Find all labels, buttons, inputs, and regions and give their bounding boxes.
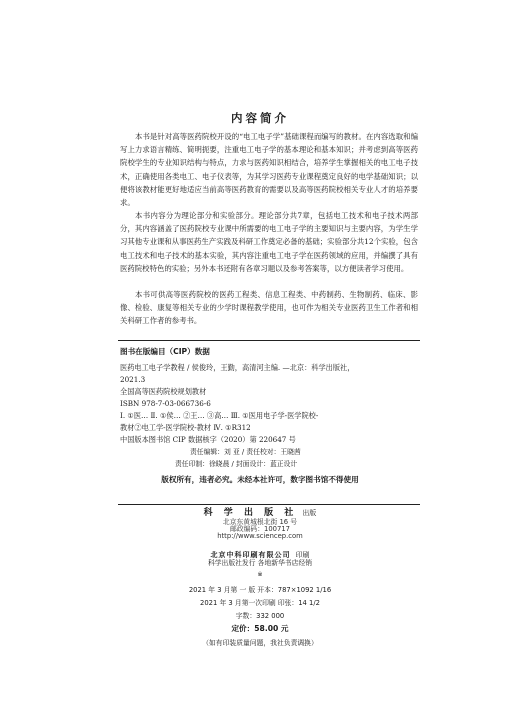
- cip-line-3: 全国高等医药院校规划教材: [120, 387, 207, 396]
- staff-line-1: 责任编辑：刘 亚 / 责任校对：王晓茜: [190, 448, 301, 456]
- publisher-logo: 科 学 出 版 社: [203, 508, 298, 518]
- intro-paragraph-1: 本书是针对高等医药院校开设的“电工电子学”基础课程而编写的教材。在内容选取和编写上力求语言精练、简明扼要，注重电工电子学的基本理论和基本知识；并考虑到高等医药院校学生的专业知识结构与特点，力求与医药知识相结合，培养学生掌握相关的电工电子技术，正确使用各类电工、电子仪表等，为其学习医药专业课程奠定良好的电学基础知识；以便将该教材能更好地适应当前高等医药教育的需要以及高等医药院校相关专业人才的培养要求。: [120, 132, 418, 208]
- printer-suffix: 印刷: [295, 551, 310, 559]
- distribution-line: 科学出版社发行 各地新华书店经销: [207, 559, 313, 567]
- cip-line-5: Ⅰ. ①医… Ⅱ. ①侯… ②王… ③高… Ⅲ. ①医用电子学-医学院校-: [120, 411, 319, 420]
- word-count: 字数：332 000: [235, 612, 285, 620]
- publisher-website: http://www.sciencep.com: [217, 532, 303, 540]
- page-title: 内容简介: [231, 111, 289, 125]
- publisher-address: 北京东黄城根北街 16 号: [222, 518, 298, 526]
- printer-name: 北京中科印刷有限公司: [210, 550, 291, 559]
- price: 定价：58.00 元: [231, 624, 289, 633]
- edition-line-2: 2021 年 3 月第一次印刷 印张：14 1/2: [200, 599, 320, 607]
- intro-paragraph-3: 本书可供高等医药院校的医药工程类、信息工程类、中药制药、生物制药、临床、影像、检验、康复等相关专业的少学时课程教学使用，也可作为相关专业医药卫生工作者和相关科研工作者的参考书。: [120, 290, 418, 326]
- rights-notice: 版权所有，违者必究。未经本社许可，数字图书馆不得使用: [161, 475, 359, 484]
- cip-line-7: 中国版本图书馆 CIP 数据核字（2020）第 220647 号: [120, 435, 296, 444]
- publisher-postcode: 邮政编码：100717: [230, 525, 290, 533]
- cip-line-6: 教材②电工学-医学院校-教材 Ⅳ. ①R312: [120, 423, 251, 432]
- edition-line-1: 2021 年 3 月第 一 版 开本：787×1092 1/16: [188, 586, 332, 594]
- cip-line-4: ISBN 978-7-03-066736-6: [120, 399, 211, 408]
- quality-notice: （如有印装质量问题，我社负责调换）: [202, 639, 318, 647]
- staff-line-2: 责任印制：徐晓晨 / 封面设计：蓝正设计: [175, 460, 298, 468]
- cip-line-1: 医药电工电子学教程 / 侯俊玲，王勤，高清河主编. —北京：科学出版社，: [120, 363, 355, 372]
- cip-line-2: 2021.3: [120, 375, 146, 384]
- intro-paragraph-2: 本书内容分为理论部分和实验部分。理论部分共7章，包括电工技术和电子技术两部分，其内容涵盖了医药院校专业课中所需要的电工电子学的主要知识与主要内容，为学生学习其他专业课和从事医药生产实践及科研工作奠定必备的基础；实验部分共12个实验，包含电工技术和电子技术的基本实验，其内容注重电工电子学在医药领域的应用，并编撰了具有医药院校特色的实验；另外本书还附有各章习题以及参考答案等，以方便读者学习使用。: [120, 211, 418, 273]
- publisher-suffix: 出版: [302, 509, 317, 517]
- separator-mark: ※: [257, 571, 263, 578]
- cip-heading: 图书在版编目（CIP）数据: [120, 347, 210, 356]
